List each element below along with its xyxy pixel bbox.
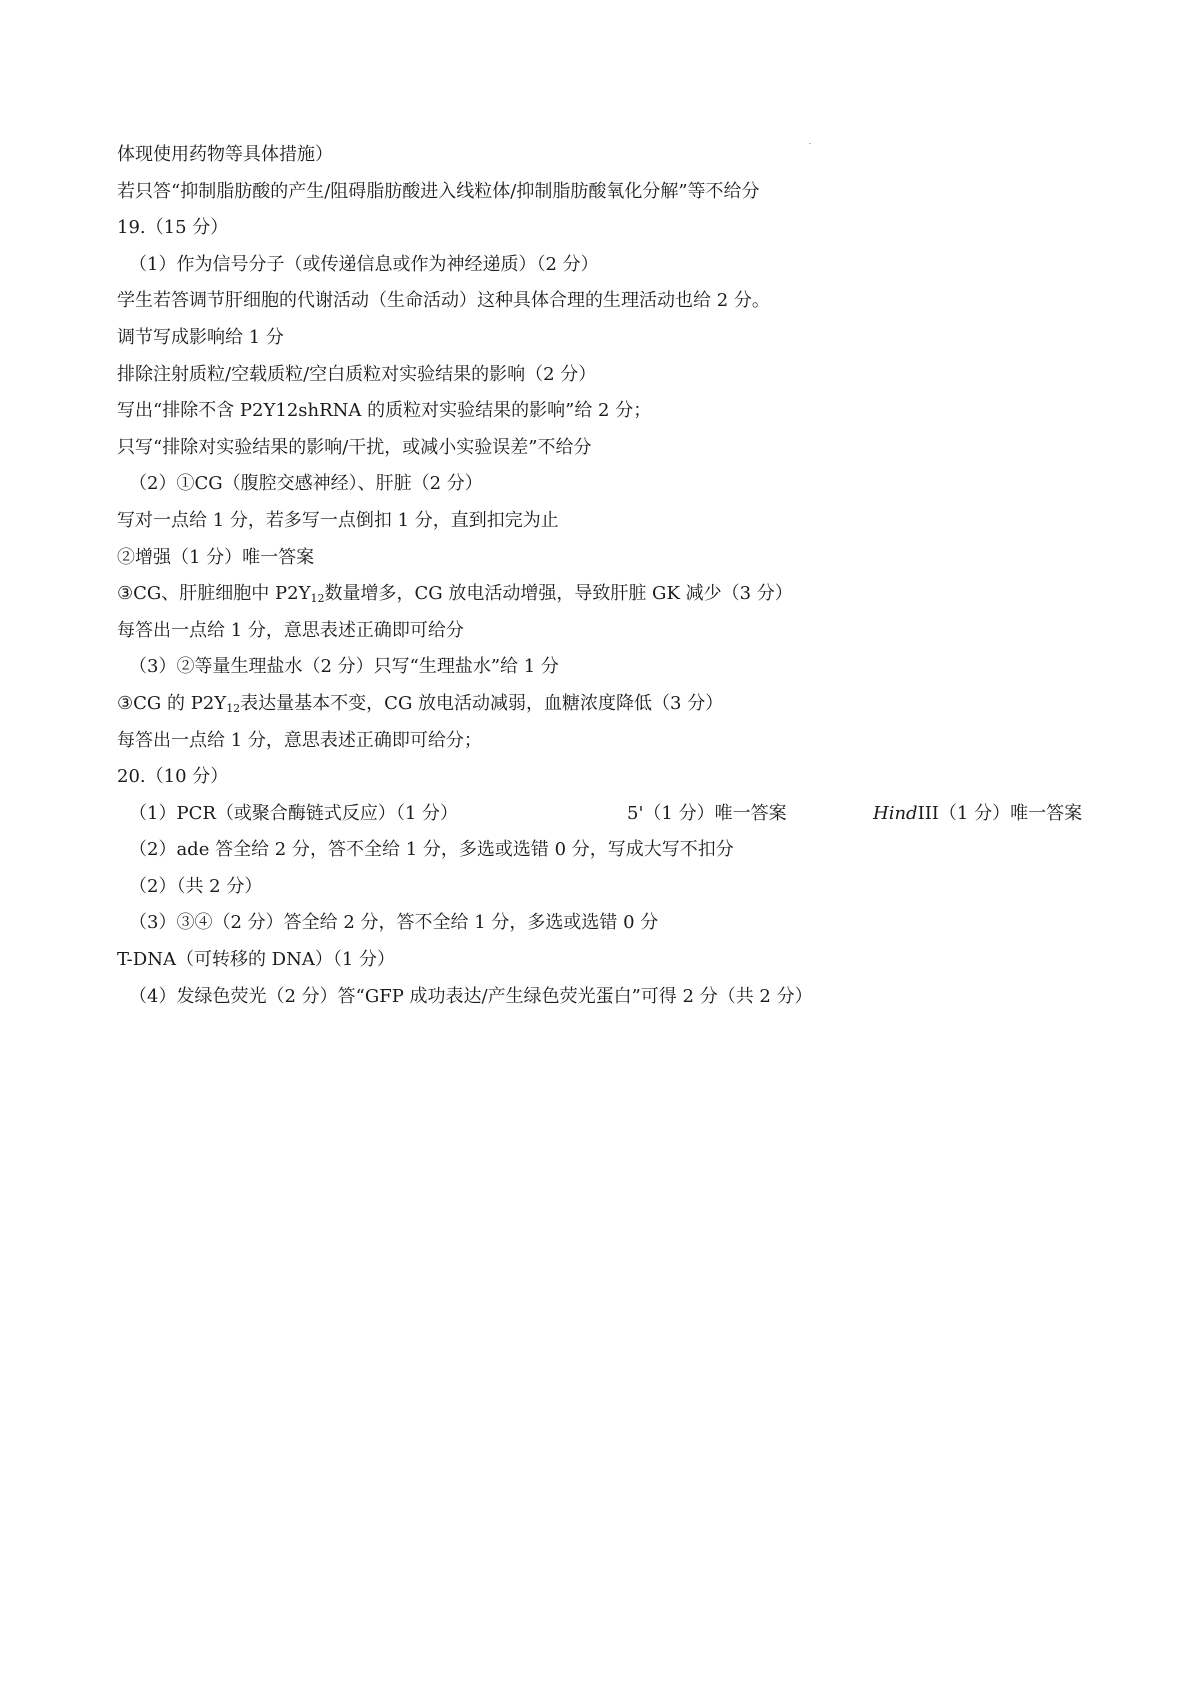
text-line: ②增强（1 分）唯一答案 bbox=[117, 546, 315, 568]
text-line: 写出“排除不含 P2Y12shRNA 的质粒对实验结果的影响”给 2 分； bbox=[117, 400, 652, 422]
answer-20-2: （2）ade 答全给 2 分，答不全给 1 分，多选或选错 0 分，写成大写不扣分 bbox=[129, 839, 734, 861]
answer-19-3: （3）②等量生理盐水（2 分）只写“生理盐水”给 1 分 bbox=[129, 656, 559, 678]
question-heading-20: 20.（10 分） bbox=[117, 766, 229, 788]
text-line: 学生若答调节肝细胞的代谢活动（生命活动）这种具体合理的生理活动也给 2 分。 bbox=[117, 290, 770, 312]
answer-20-3: （3）③④（2 分）答全给 2 分，答不全给 1 分，多选或选错 0 分 bbox=[129, 912, 659, 934]
text-line: 每答出一点给 1 分，意思表述正确即可给分； bbox=[117, 729, 482, 751]
subscript: 12 bbox=[310, 592, 325, 606]
answer-19-1: （1）作为信号分子（或传递信息或作为神经递质）（2 分） bbox=[129, 253, 599, 275]
answer-part: （1）PCR（或聚合酶链式反应）（1 分） bbox=[129, 802, 459, 824]
text-line: 体现使用药物等具体措施） bbox=[117, 144, 333, 165]
text-line: 若只答“抑制脂肪酸的产生/阻碍脂肪酸进入线粒体/抑制脂肪酸氧化分解”等不给分 bbox=[117, 180, 760, 202]
text-line bbox=[117, 686, 1117, 723]
text-segment: ③CG、肝脏细胞中 P2Y bbox=[117, 583, 311, 605]
text-line: 排除注射质粒/空载质粒/空白质粒对实验结果的影响（2 分） bbox=[117, 363, 597, 385]
answer-20-2b: （2）（共 2 分） bbox=[129, 875, 263, 897]
answer-20-4: （4）发绿色荧光（2 分）答“GFP 成功表达/产生绿色荧光蛋白”可得 2 分（共 2 分） bbox=[129, 985, 813, 1007]
answer-part bbox=[873, 796, 1082, 833]
answer-19-2: （2）①CG（腹腔交感神经）、肝脏（2 分） bbox=[129, 473, 483, 495]
text-line: 每答出一点给 1 分，意思表述正确即可给分 bbox=[117, 619, 464, 641]
text-segment: III（1 分）唯一答案 bbox=[917, 802, 1083, 824]
text-segment: 表达量基本不变，CG 放电活动减弱，血糖浓度降低（3 分） bbox=[240, 692, 724, 714]
text-line bbox=[117, 576, 1117, 613]
answer-key-content bbox=[117, 137, 1117, 1015]
text-line: T-DNA（可转移的 DNA）（1 分） bbox=[117, 949, 396, 971]
text-line: 写对一点给 1 分，若多写一点倒扣 1 分，直到扣完为止 bbox=[117, 509, 559, 531]
answer-20-1 bbox=[117, 796, 1117, 833]
text-line: 调节写成影响给 1 分 bbox=[117, 326, 284, 348]
enzyme-name: Hind bbox=[873, 802, 918, 824]
text-segment: ③CG 的 P2Y bbox=[117, 692, 227, 714]
text-segment: 数量增多，CG 放电活动增强，导致肝脏 GK 减少（3 分） bbox=[324, 583, 793, 605]
answer-part: 5'（1 分）唯一答案 bbox=[627, 802, 787, 824]
subscript: 12 bbox=[226, 701, 241, 715]
question-heading-19: 19.（15 分） bbox=[117, 217, 229, 239]
text-line: 只写“排除对实验结果的影响/干扰，或减小实验误差”不给分 bbox=[117, 436, 592, 458]
